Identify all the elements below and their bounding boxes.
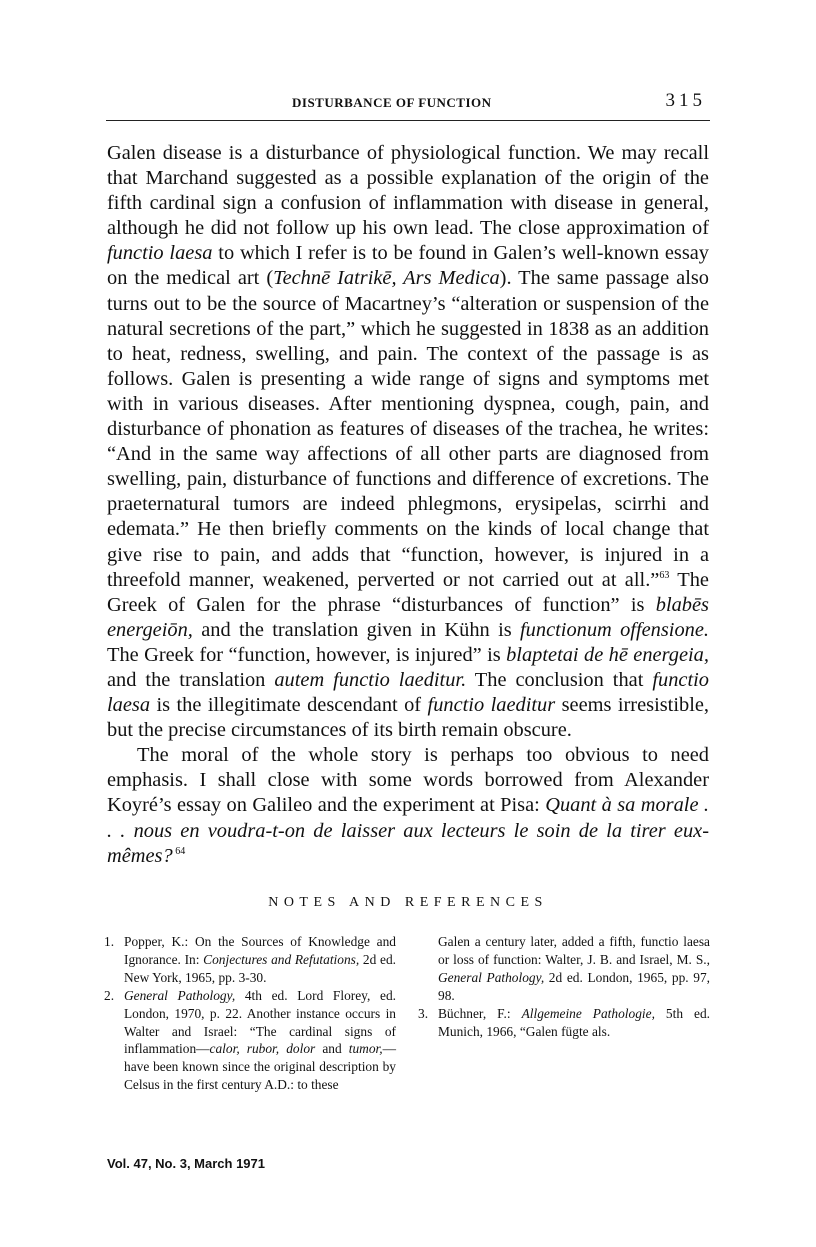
body-text: [107, 141, 709, 869]
notes-column-right: [418, 933, 710, 1040]
reference-item: 3. Büchner, F.: Allgemeine Pathologie, 5th ed. Munich, 1966, “Galen fügte als.: [418, 1005, 710, 1039]
page-number: 315: [665, 90, 706, 111]
reference-number: 3.: [418, 1005, 429, 1021]
footnote-marker: 64: [172, 845, 186, 857]
running-head: [106, 92, 710, 121]
reference-continuation: Galen a century later, added a fifth, functio laesa or loss of function: Walter, J. B. and Israel, M. S., General Pathology, 2d ed. London, 1965, pp. 97, 98.: [438, 934, 710, 1003]
reference-continued: —have been known since the original description by Celsus in the first century A.D.: to these: [124, 1041, 397, 1093]
journal-footer: Vol. 47, No. 3, March 1971: [107, 1156, 265, 1171]
reference-item: 2. General Pathology, 4th ed. Lord Florey, ed. London, 1970, p. 22. Another instance occurs in Walter and Israel: “The cardinal signs of inflammation—calor, rubor, dolor and tumor,—have been known since the original description by Celsus in the first century A.D.: to these: [104, 987, 397, 1093]
notes-heading: NOTES AND REFERENCES: [268, 895, 548, 910]
reference-item: 1. Popper, K.: On the Sources of Knowledge and Ignorance. In: Conjectures and Refutations, 2d ed. New York, 1965, pp. 3-30.: [104, 934, 396, 985]
footnote-marker: 63: [659, 569, 670, 581]
running-title: DISTURBANCE OF FUNCTION: [292, 95, 492, 110]
reference-number: 2.: [104, 987, 115, 1003]
notes-column-left: [104, 933, 396, 1094]
reference-number: 1.: [104, 934, 115, 949]
paragraph: Galen disease is a disturbance of physiological function. We may recall that Marchand suggested as a possible explanation of the origin of the fifth cardinal sign a confusion of inflammation with disease in general, although he did not follow up his own lead. The close approximation of functio laesa to which I refer is to be found in Galen’s well-known essay on the medical art (Technē Iatrikē, Ars Medica). The same passage also turns out to be the source of Macartney’s “alteration or suspension of the natural secretions of the part,” which he suggested in 1838 as an addition to heat, redness, swelling, and pain. The context of the passage is as follows. Galen is presenting a wide range of signs and symptoms met with in various diseases. After mentioning dyspnea, cough, pain, and disturbance of phonation as features of diseases of the trachea, he writes: “And in the same way affections of all other parts are diagnosed from swelling, pain, disturbance of functions and difference of excretions. The praeternatural tumors are indeed phlegmons, erysipelas, scirrhi and edemata.” He then briefly comments on the kinds of local change that give rise to pain, and adds that “function, however, is injured in a threefold manner, weakened, perverted or not carried out at all.”$^{63}$ The Greek of Galen for the phrase “disturbances of function” is blabēs energeiōn, and the translation given in Kühn is functionum offensione. The Greek for “function, however, is injured” is blaptetai de hē energeia, and the translation autem functio laeditur. The conclusion that functio laesa is the illegitimate descendant of functio laeditur seems irresistible, but the precise circumstances of its birth remain obscure.: [107, 142, 710, 742]
paragraph: The moral of the whole story is perhaps too obvious to need emphasis. I shall close with some words borrowed from Alexander Koyré’s essay on Galileo and the experiment at Pisa: Quant à sa morale . . . nous en voudra-t-on de laisser aux lecteurs le soin de la tirer eux-mêmes? $^{64}$: [107, 744, 710, 867]
